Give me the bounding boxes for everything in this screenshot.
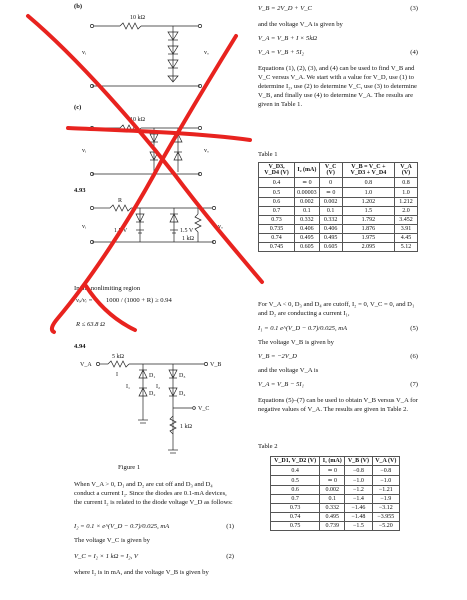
equation-6: [258, 352, 418, 361]
table1-cell: 0.332: [319, 216, 342, 225]
circuit-c-vo: vₒ: [204, 148, 209, 154]
equation-2-number: (2): [226, 553, 234, 560]
equation-3-text: V_B = 2V_D + V_C: [258, 5, 312, 12]
table2-header: V_D1, V_D2 (V): [271, 457, 320, 466]
circuit-94-d2: D₂: [149, 391, 156, 397]
table1-cell: 0.605: [319, 243, 342, 252]
table1-cell: 0.002: [295, 198, 320, 207]
table2-cell: 0.739: [320, 522, 345, 531]
equation-4-number: (4): [410, 49, 418, 56]
table1-cell: 0.605: [295, 243, 320, 252]
table2-row: [271, 466, 400, 476]
table2-cell: −1.9: [372, 495, 399, 504]
table1-row: [259, 198, 418, 207]
table2-cell: −1.2: [345, 486, 372, 495]
table2-cell: −1.0: [345, 476, 372, 486]
equation-5-number: (5): [410, 325, 418, 332]
circuit-b: [82, 10, 218, 90]
equation-2-text: V_C = I₂ × 1 kΩ = I₂, V: [74, 553, 138, 560]
table-2: [270, 456, 400, 531]
circuit-c-resistor-label: 10 kΩ: [130, 117, 145, 123]
table1-cell: 0.6: [259, 198, 295, 207]
table1-cell: 0.495: [319, 234, 342, 243]
equation-4-text: V_A = V_B + 5I₂: [258, 49, 304, 56]
circuit-94-i1: I₁: [126, 384, 131, 390]
equation-6-number: (6): [410, 353, 418, 360]
table2-row: [271, 486, 400, 495]
circuit-94-d4: D₄: [179, 391, 186, 397]
table1-cell: 1.212: [395, 198, 418, 207]
table2-cell: 0.495: [320, 513, 345, 522]
table1-cell: 0.495: [295, 234, 320, 243]
table1-cell: 3.91: [395, 225, 418, 234]
table1-cell: ≃ 0: [319, 188, 342, 198]
table1-title: Table 1: [258, 151, 278, 158]
circuit-94-rl: 1 kΩ: [180, 424, 192, 430]
equation-4a: V_A = V_B + I × 5kΩ: [258, 35, 318, 42]
equation-6-text: V_B = −2V_D: [258, 353, 297, 360]
table1-header: I₂ (mA): [295, 163, 320, 178]
circuit-4-94: [80, 350, 228, 460]
equation-7-text: V_A = V_B − 5I₁: [258, 381, 304, 388]
text-vb-given-2: The voltage V_B is given by: [258, 339, 334, 346]
r-bound: R ≤ 63.8 Ω: [76, 321, 105, 328]
table1-cell: ≃ 0: [295, 178, 320, 188]
table1-row: [259, 234, 418, 243]
table1-header: V_C (V): [319, 163, 342, 178]
table1-header: V_D3, V_D4 (V): [259, 163, 295, 178]
equation-7: [258, 380, 418, 389]
table2-cell: 0.1: [320, 495, 345, 504]
circuit-b-resistor-label: 10 kΩ: [130, 15, 145, 21]
circuit-93-r: R: [118, 198, 123, 204]
equation-1: [74, 522, 234, 531]
table1-row: [259, 178, 418, 188]
table2-cell: 0.4: [271, 466, 320, 476]
table2-row: [271, 504, 400, 513]
label-b: (b): [74, 3, 83, 10]
table2-cell: 0.74: [271, 513, 320, 522]
table2-cell: −0.8: [345, 466, 372, 476]
table2-cell: ≃ 0: [320, 466, 345, 476]
equation-7-number: (7): [410, 381, 418, 388]
circuit-c: [82, 112, 218, 182]
nonlimiting-text: In the nonlimiting region: [74, 285, 141, 292]
circuit-94-d3: D₃: [179, 373, 186, 379]
circuit-93-vo: vₒ: [218, 224, 223, 230]
equation-1-number: (1): [226, 523, 234, 530]
table1-cell: 5.12: [395, 243, 418, 252]
circuit-94-d1: D₁: [149, 373, 156, 379]
equation-3-number: (3): [410, 5, 418, 12]
table1-row: [259, 216, 418, 225]
table1-cell: 0.8: [342, 178, 394, 188]
circuit-94-r: 5 kΩ: [112, 354, 124, 360]
circuit-94-vc: V_C: [198, 406, 210, 412]
table1-cell: 0.406: [319, 225, 342, 234]
table1-cell: 0.735: [259, 225, 295, 234]
circuit-94-i2: I₂: [156, 384, 161, 390]
table2-cell: 0.6: [271, 486, 320, 495]
table2-cell: −3.955: [372, 513, 399, 522]
text-vc-given: The voltage V_C is given by: [74, 537, 150, 544]
table1-cell: 0.73: [259, 216, 295, 225]
text-va-given: and the voltage V_A is given by: [258, 21, 343, 28]
table2-cell: −1.4: [345, 495, 372, 504]
table1-cell: 0.1: [295, 207, 320, 216]
paragraph-equations: Equations (1), (2), (3), and (4) can be used to find V_B and V_C versus V_A. We start with a value for V_D, use (1) to determine I₂, use (2) to determine V_C, use (3) to determine V_B, and finally use (4) to determine V_A. The results are given in Table 1.: [258, 65, 417, 108]
circuit-94-vb: V_B: [210, 362, 222, 368]
table2-header: I₁ (mA): [320, 457, 345, 466]
circuit-4-93: [82, 194, 228, 254]
circuit-93-vi: vᵢ: [82, 224, 86, 230]
label-4-94: 4.94: [74, 343, 86, 350]
table1-cell: 1.5: [342, 207, 394, 216]
table1-row: [259, 188, 418, 198]
table2-cell: ≃ 0: [320, 476, 345, 486]
table1-cell: 0.1: [319, 207, 342, 216]
table1-cell: 0.332: [295, 216, 320, 225]
table-1: [258, 162, 418, 252]
table1-cell: 0.406: [295, 225, 320, 234]
equation-5-text: I₁ = 0.1 e^(V_D − 0.7)/0.025, mA: [258, 325, 348, 332]
table1-header: V_A (V): [395, 163, 418, 178]
table2-cell: −0.8: [372, 466, 399, 476]
circuit-93-v2: 1.5 V: [180, 228, 194, 234]
table1-cell: 0.74: [259, 234, 295, 243]
paragraph-va-negative: For V_A < 0, D₃ and D₄ are cutoff, I₂ = 0, V_C = 0, and D₁ and D₂ are conducting a current I₁,: [258, 301, 415, 317]
table2-row: [271, 476, 400, 486]
circuit-93-v1: 1.5 V: [114, 228, 128, 234]
gain-lhs: vₒ/vᵢ =: [76, 297, 93, 304]
equation-1-text: I₂ = 0.1 × e^(V_D − 0.7)/0.025, mA: [74, 523, 170, 530]
equation-3: [258, 4, 418, 13]
table2-cell: 0.75: [271, 522, 320, 531]
circuit-94-va: V_A: [80, 362, 92, 368]
table2-cell: −1.5: [345, 522, 372, 531]
text-va-is: and the voltage V_A is: [258, 367, 319, 374]
circuit-93-r2: 1 kΩ: [182, 236, 194, 242]
table1-row: [259, 243, 418, 252]
table2-cell: 0.7: [271, 495, 320, 504]
table1-cell: 1.0: [395, 188, 418, 198]
table2-cell: 0.5: [271, 476, 320, 486]
table2-title: Table 2: [258, 443, 278, 450]
table1-cell: 4.45: [395, 234, 418, 243]
table2-header-row: [271, 457, 400, 466]
table1-cell: 0.8: [395, 178, 418, 188]
table1-cell: 2.0: [395, 207, 418, 216]
circuit-c-vi: vᵢ: [82, 148, 86, 154]
table2-header: V_B (V): [345, 457, 372, 466]
table1-header-row: [259, 163, 418, 178]
table1-cell: 0.002: [319, 198, 342, 207]
equation-4: [258, 48, 418, 57]
table1-cell: 0.5: [259, 188, 295, 198]
table2-cell: −1.48: [345, 513, 372, 522]
table1-cell: 0.4: [259, 178, 295, 188]
table1-cell: 2.095: [342, 243, 394, 252]
table1-row: [259, 225, 418, 234]
label-4-93: 4.93: [74, 187, 86, 194]
table1-cell: 0.7: [259, 207, 295, 216]
table1-cell: 3.452: [395, 216, 418, 225]
table2-cell: −1.21: [372, 486, 399, 495]
text-vb-given: where I₂ is in mA, and the voltage V_B is given by: [74, 569, 209, 576]
table2-cell: −1.46: [345, 504, 372, 513]
table2-cell: −5.20: [372, 522, 399, 531]
table1-cell: 1.975: [342, 234, 394, 243]
circuit-b-vi: vᵢ: [82, 50, 86, 56]
table2-cell: −1.0: [372, 476, 399, 486]
table2-cell: 0.73: [271, 504, 320, 513]
gain-rhs: 1000 / (1000 + R) ≥ 0.94: [106, 297, 172, 304]
table1-cell: 1.792: [342, 216, 394, 225]
table1-cell: 0: [319, 178, 342, 188]
equation-2: [74, 552, 234, 561]
table1-cell: 1.0: [342, 188, 394, 198]
table1-row: [259, 207, 418, 216]
figure-caption: Figure 1: [118, 464, 141, 471]
paragraph-va-positive: When V_A > 0, D₁ and D₂ are cut off and D₃ and D₄ conduct a current I₂. Since the diodes are 0.1-mA devices, the current I₂ is related to the diode voltage V_D as follows:: [74, 481, 233, 506]
paragraph-table2: Equations (5)–(7) can be used to obtain V_B versus V_A for negative values of V_A. The results are given in Table 2.: [258, 397, 418, 413]
table2-row: [271, 495, 400, 504]
table2-cell: −3.12: [372, 504, 399, 513]
table2-cell: 0.002: [320, 486, 345, 495]
table2-row: [271, 513, 400, 522]
table2-header: V_A (V): [372, 457, 399, 466]
label-c: (c): [74, 104, 82, 111]
table1-cell: 1.876: [342, 225, 394, 234]
circuit-94-i: I: [116, 372, 118, 378]
circuit-b-vo: vₒ: [204, 50, 209, 56]
table1-cell: 0.745: [259, 243, 295, 252]
equation-5: [258, 324, 418, 333]
table1-cell: 0.00003: [295, 188, 320, 198]
table1-cell: 1.202: [342, 198, 394, 207]
table2-row: [271, 522, 400, 531]
table1-header: V_B = V_C + V_D3 + V_D4: [342, 163, 394, 178]
table2-cell: 0.332: [320, 504, 345, 513]
